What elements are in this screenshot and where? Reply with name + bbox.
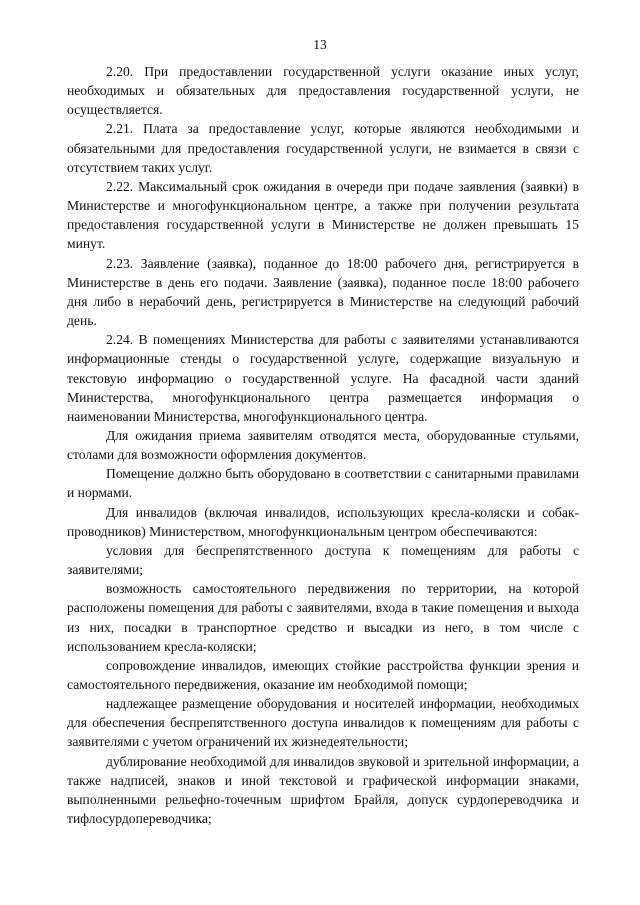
paragraph-sanitary-rules: Помещение должно быть оборудовано в соответствии с санитарными правилами и нормами. bbox=[67, 466, 579, 501]
paragraph-disabled-intro: Для инвалидов (включая инвалидов, использующих кресла-коляски и собак-проводников) Министерством, многофункциональным центром обеспечиваются: bbox=[67, 504, 579, 539]
list-item-escort: сопровождение инвалидов, имеющих стойкие расстройства функции зрения и самостоятельного передвижения, оказание им необходимой помощи; bbox=[67, 657, 579, 692]
list-item-information-duplication: дублирование необходимой для инвалидов звуковой и зрительной информации, а также надписей, знаков и иной текстовой и графической информации знаками, выполненными рельефно-точечным шрифтом Брайля, допуск сурдопереводчика и тифлосурдопереводчика; bbox=[67, 753, 579, 827]
paragraph-2-20: 2.20. При предоставлении государственной услуги оказание иных услуг, необходимых и обязательных для предоставления государственной услуги, не осуществляется. bbox=[67, 64, 579, 118]
list-item-access-conditions: условия для беспрепятственного доступа к помещениям для работы с заявителями; bbox=[67, 542, 579, 578]
paragraph-2-23: 2.23. Заявление (заявка), поданное до 18:00 рабочего дня, регистрируется в Министерстве в день его подачи. Заявление (заявка), поданное после 18:00 рабочего дня либо в нерабочий день, регистрируется в Министерстве на следующий рабочий день. bbox=[67, 255, 579, 329]
list-item-equipment-placement: надлежащее размещение оборудования и носителей информации, необходимых для обеспечения беспрепятственного доступа инвалидов к помещениям для работы с заявителями с учетом ограничений их жизнедеятельности; bbox=[67, 696, 579, 750]
paragraph-2-21: 2.21. Плата за предоставление услуг, которые являются необходимыми и обязательными для предоставления государственной услуги, не взимается в связи с отсутствием таких услуг. bbox=[67, 121, 579, 175]
page-number: 13 bbox=[313, 37, 327, 52]
paragraph-2-24: 2.24. В помещениях Министерства для работы с заявителями устанавливаются информационные стенды о государственной услуге, содержащие визуальную и текстовую информацию о государственной услуге. На фасадной части зданий Министерства, многофункционального центра размещается информация о наименовании Министерства, многофункционального центра. bbox=[67, 332, 579, 424]
paragraph-2-22: 2.22. Максимальный срок ожидания в очереди при подаче заявления (заявки) в Министерстве и многофункциональном центре, а также при получении результата предоставления государственной услуги в Министерстве не должен превышать 15 минут. bbox=[67, 178, 579, 252]
document-body bbox=[67, 62, 579, 828]
paragraph-waiting-places: Для ожидания приема заявителям отводятся места, оборудованные стульями, столами для возможности оформления документов. bbox=[67, 427, 579, 463]
list-item-movement: возможность самостоятельного передвижения по территории, на которой расположены помещения для работы с заявителями, входа в такие помещения и выхода из них, посадки в транспортное средство и высадки из него, в том числе с использованием кресла-коляски; bbox=[67, 581, 579, 654]
